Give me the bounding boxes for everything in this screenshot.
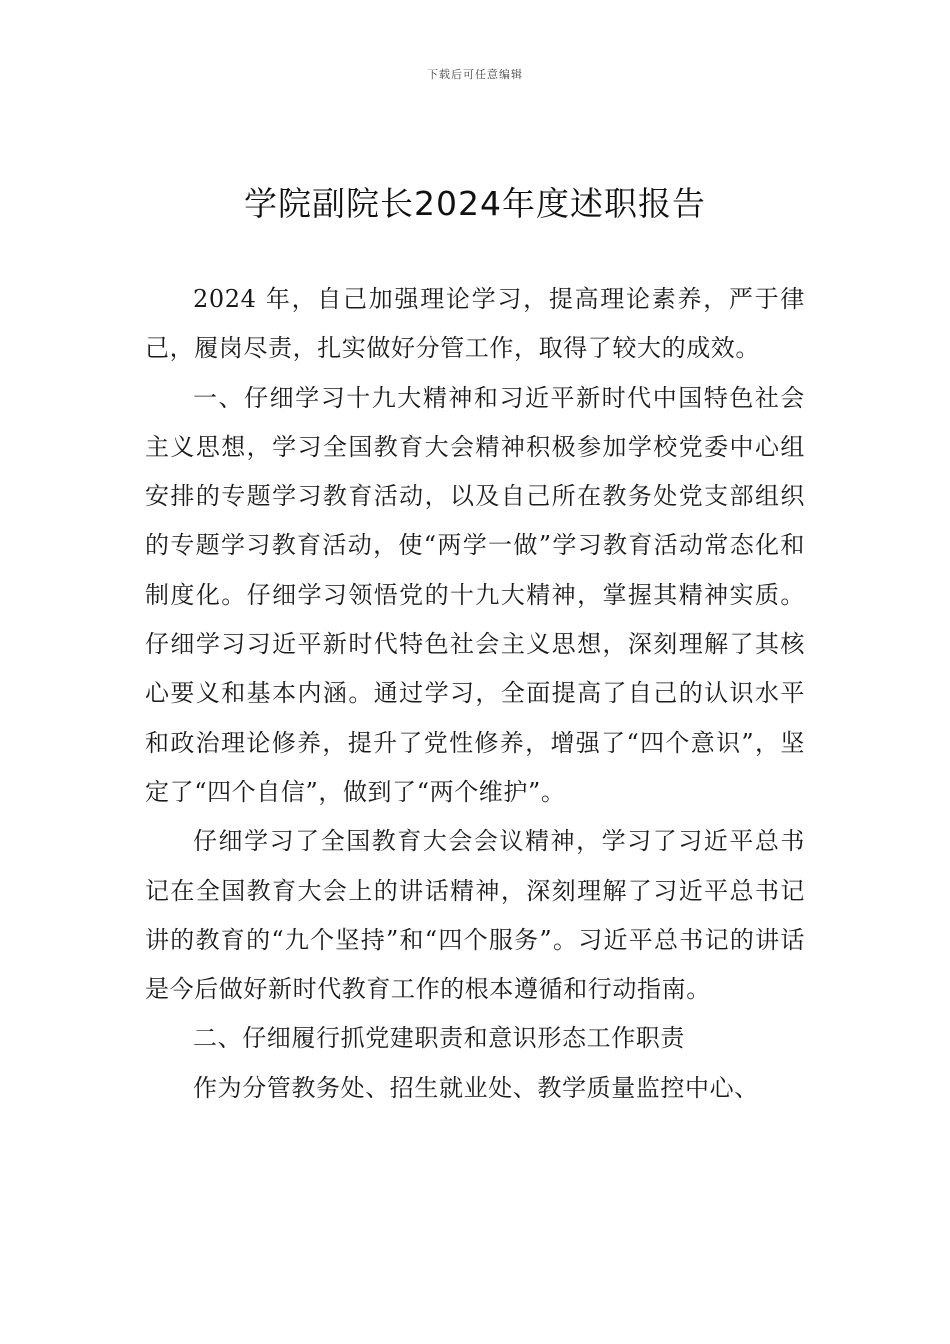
document-body bbox=[145, 275, 805, 1113]
paragraph-intro: 2024 年，自己加强理论学习，提高理论素养，严于律己，履岗尽责，扎实做好分管工作，取得了较大的成效。 bbox=[145, 285, 805, 363]
paragraph-section-two-heading: 二、仔细履行抓党建职责和意识形态工作职责 bbox=[193, 1024, 685, 1053]
paragraph-section-one: 一、仔细学习十九大精神和习近平新时代中国特色社会主义思想，学习全国教育大会精神积极参加学校党委中心组安排的专题学习教育活动，以及自己所在教务处党支部组织的专题学习教育活动，使“两学一做”学习教育活动常态化和制度化。仔细学习领悟党的十九大精神，掌握其精神实质。仔细学习习近平新时代特色社会主义思想，深刻理解了其核心要义和基本内涵。通过学习，全面提高了自己的认识水平和政治理论修养，提升了党性修养，增强了“四个意识”，坚定了“四个自信”，做到了“两个维护”。 bbox=[145, 383, 805, 806]
document-title: 学院副院长2024年度述职报告 bbox=[244, 184, 706, 223]
paragraph-section-two-body: 作为分管教务处、招生就业处、教学质量监控中心、 bbox=[193, 1073, 759, 1102]
paragraph-education-conference: 仔细学习了全国教育大会会议精神，学习了习近平总书记在全国教育大会上的讲话精神，深刻理解了习近平总书记讲的教育的“九个坚持”和“四个服务”。习近平总书记的讲话是今后做好新时代教育工作的根本遵循和行动指南。 bbox=[145, 827, 805, 1004]
header-note: 下载后可任意编辑 bbox=[427, 68, 523, 81]
